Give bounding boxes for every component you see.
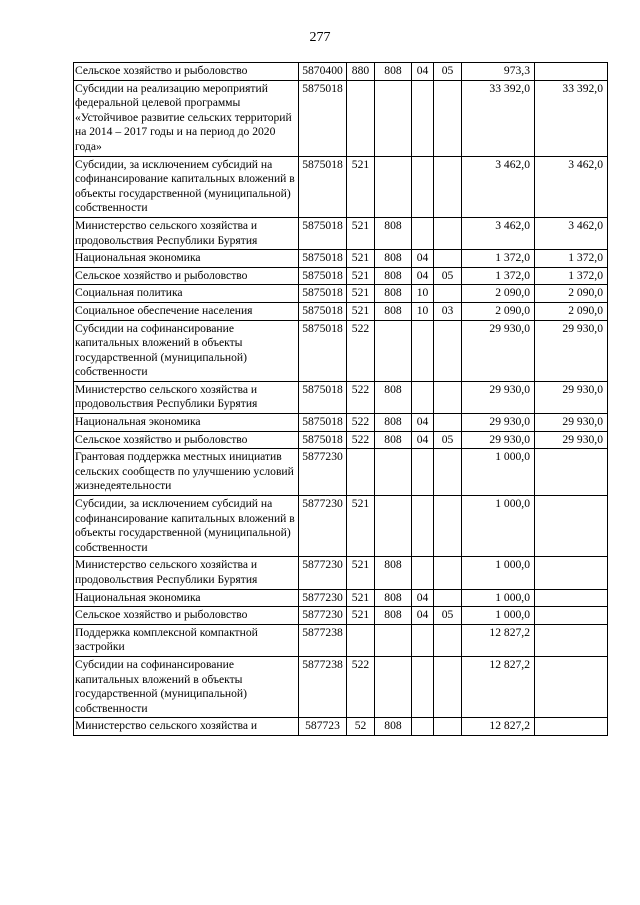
row-amount-1: 1 000,0 xyxy=(462,449,535,496)
row-ministry-code: 808 xyxy=(375,217,412,249)
row-section xyxy=(412,320,434,381)
row-name: Национальная экономика xyxy=(74,589,299,607)
row-target-code: 5875018 xyxy=(299,285,347,303)
row-subsection xyxy=(434,656,462,717)
row-ministry-code xyxy=(375,156,412,217)
table-row xyxy=(74,656,608,717)
row-ministry-code xyxy=(375,80,412,156)
row-target-code: 5875018 xyxy=(299,414,347,432)
row-subsection xyxy=(434,320,462,381)
row-subsection xyxy=(434,718,462,736)
table-row xyxy=(74,63,608,81)
row-section xyxy=(412,156,434,217)
row-ministry-code xyxy=(375,624,412,656)
row-name: Национальная экономика xyxy=(74,250,299,268)
row-section xyxy=(412,381,434,413)
row-ministry-code: 808 xyxy=(375,557,412,589)
row-name: Сельское хозяйство и рыболовство xyxy=(74,267,299,285)
table-row xyxy=(74,320,608,381)
row-section xyxy=(412,449,434,496)
row-subsection: 03 xyxy=(434,302,462,320)
row-target-code: 5877230 xyxy=(299,449,347,496)
row-ministry-code: 808 xyxy=(375,285,412,303)
row-name: Министерство сельского хозяйства и продовольствия Республики Бурятия xyxy=(74,557,299,589)
row-expense-type: 521 xyxy=(347,267,375,285)
row-amount-2 xyxy=(535,607,608,625)
row-expense-type: 521 xyxy=(347,302,375,320)
row-expense-type: 52 xyxy=(347,718,375,736)
row-name: Сельское хозяйство и рыболовство xyxy=(74,431,299,449)
row-expense-type: 522 xyxy=(347,656,375,717)
row-subsection xyxy=(434,624,462,656)
row-section: 04 xyxy=(412,431,434,449)
row-expense-type: 521 xyxy=(347,285,375,303)
row-expense-type: 521 xyxy=(347,250,375,268)
row-expense-type xyxy=(347,80,375,156)
row-target-code: 5875018 xyxy=(299,267,347,285)
row-amount-2 xyxy=(535,557,608,589)
row-amount-1: 33 392,0 xyxy=(462,80,535,156)
table-row xyxy=(74,718,608,736)
row-subsection xyxy=(434,156,462,217)
row-name: Министерство сельского хозяйства и продовольствия Республики Бурятия xyxy=(74,217,299,249)
row-expense-type: 522 xyxy=(347,414,375,432)
row-target-code: 5877238 xyxy=(299,624,347,656)
row-ministry-code xyxy=(375,320,412,381)
row-section: 04 xyxy=(412,267,434,285)
row-target-code: 5877230 xyxy=(299,496,347,557)
row-ministry-code: 808 xyxy=(375,250,412,268)
row-subsection xyxy=(434,589,462,607)
row-amount-2: 33 392,0 xyxy=(535,80,608,156)
row-ministry-code: 808 xyxy=(375,589,412,607)
row-amount-2: 3 462,0 xyxy=(535,156,608,217)
table-row xyxy=(74,250,608,268)
row-amount-1: 1 000,0 xyxy=(462,496,535,557)
row-target-code: 5875018 xyxy=(299,431,347,449)
row-subsection xyxy=(434,285,462,303)
row-name: Субсидии, за исключением субсидий на софинансирование капитальных вложений в объекты государственной (муниципальной) собственности xyxy=(74,496,299,557)
row-amount-1: 1 000,0 xyxy=(462,557,535,589)
row-amount-2 xyxy=(535,63,608,81)
row-amount-2: 29 930,0 xyxy=(535,431,608,449)
row-amount-1: 1 372,0 xyxy=(462,267,535,285)
row-ministry-code xyxy=(375,449,412,496)
row-amount-2 xyxy=(535,449,608,496)
row-ministry-code: 808 xyxy=(375,302,412,320)
row-amount-1: 973,3 xyxy=(462,63,535,81)
row-expense-type: 880 xyxy=(347,63,375,81)
row-subsection xyxy=(434,496,462,557)
row-amount-2 xyxy=(535,589,608,607)
row-amount-2 xyxy=(535,656,608,717)
row-amount-1: 1 372,0 xyxy=(462,250,535,268)
table-row xyxy=(74,302,608,320)
row-amount-1: 3 462,0 xyxy=(462,217,535,249)
row-amount-2 xyxy=(535,718,608,736)
row-target-code: 5875018 xyxy=(299,156,347,217)
budget-table xyxy=(73,62,608,736)
table-row xyxy=(74,156,608,217)
row-section xyxy=(412,557,434,589)
row-section: 10 xyxy=(412,302,434,320)
table-row xyxy=(74,285,608,303)
row-amount-2: 2 090,0 xyxy=(535,285,608,303)
row-name: Субсидии на реализацию мероприятий федеральной целевой программы «Устойчивое развитие сельских территорий на 2014 – 2017 годы и на период до 2020 года» xyxy=(74,80,299,156)
row-target-code: 5877230 xyxy=(299,607,347,625)
row-expense-type: 522 xyxy=(347,320,375,381)
row-name: Субсидии на софинансирование капитальных вложений в объекты государственной (муниципальной) собственности xyxy=(74,320,299,381)
row-subsection xyxy=(434,381,462,413)
row-amount-2: 29 930,0 xyxy=(535,320,608,381)
row-amount-2: 1 372,0 xyxy=(535,250,608,268)
row-ministry-code xyxy=(375,496,412,557)
row-amount-1: 12 827,2 xyxy=(462,656,535,717)
row-name: Министерство сельского хозяйства и xyxy=(74,718,299,736)
table-row xyxy=(74,381,608,413)
row-target-code: 5877230 xyxy=(299,557,347,589)
row-amount-2: 2 090,0 xyxy=(535,302,608,320)
row-name: Социальное обеспечение населения xyxy=(74,302,299,320)
row-ministry-code: 808 xyxy=(375,267,412,285)
row-expense-type: 522 xyxy=(347,431,375,449)
row-subsection xyxy=(434,449,462,496)
table-row xyxy=(74,496,608,557)
row-section xyxy=(412,80,434,156)
row-name: Субсидии, за исключением субсидий на софинансирование капитальных вложений в объекты государственной (муниципальной) собственности xyxy=(74,156,299,217)
row-name: Поддержка комплексной компактной застройки xyxy=(74,624,299,656)
row-amount-2: 29 930,0 xyxy=(535,414,608,432)
row-subsection xyxy=(434,80,462,156)
row-subsection: 05 xyxy=(434,267,462,285)
row-target-code: 5875018 xyxy=(299,250,347,268)
row-subsection xyxy=(434,217,462,249)
row-amount-1: 29 930,0 xyxy=(462,320,535,381)
row-name: Субсидии на софинансирование капитальных вложений в объекты государственной (муниципальной) собственности xyxy=(74,656,299,717)
row-expense-type: 521 xyxy=(347,496,375,557)
table-row xyxy=(74,414,608,432)
row-target-code: 5875018 xyxy=(299,217,347,249)
row-name: Сельское хозяйство и рыболовство xyxy=(74,607,299,625)
row-amount-1: 2 090,0 xyxy=(462,302,535,320)
row-subsection xyxy=(434,414,462,432)
table-row xyxy=(74,431,608,449)
row-amount-2 xyxy=(535,624,608,656)
row-amount-1: 2 090,0 xyxy=(462,285,535,303)
table-row xyxy=(74,217,608,249)
row-ministry-code: 808 xyxy=(375,431,412,449)
page-number: 277 xyxy=(309,30,331,45)
row-amount-1: 1 000,0 xyxy=(462,607,535,625)
row-target-code: 587723 xyxy=(299,718,347,736)
table-row xyxy=(74,589,608,607)
budget-table-body xyxy=(74,63,608,736)
row-amount-1: 29 930,0 xyxy=(462,431,535,449)
row-section xyxy=(412,217,434,249)
table-row xyxy=(74,607,608,625)
row-target-code: 5875018 xyxy=(299,381,347,413)
row-target-code: 5875018 xyxy=(299,302,347,320)
row-subsection xyxy=(434,250,462,268)
row-ministry-code: 808 xyxy=(375,414,412,432)
row-expense-type: 522 xyxy=(347,381,375,413)
row-section: 04 xyxy=(412,607,434,625)
row-expense-type: 521 xyxy=(347,557,375,589)
row-expense-type xyxy=(347,449,375,496)
row-section: 10 xyxy=(412,285,434,303)
row-ministry-code: 808 xyxy=(375,63,412,81)
row-expense-type: 521 xyxy=(347,607,375,625)
row-section xyxy=(412,718,434,736)
row-subsection xyxy=(434,557,462,589)
row-subsection: 05 xyxy=(434,63,462,81)
table-row xyxy=(74,267,608,285)
row-target-code: 5875018 xyxy=(299,320,347,381)
row-amount-2: 29 930,0 xyxy=(535,381,608,413)
row-amount-1: 12 827,2 xyxy=(462,718,535,736)
row-target-code: 5870400 xyxy=(299,63,347,81)
row-name: Грантовая поддержка местных инициатив сельских сообществ по улучшению условий жизнедеятельности xyxy=(74,449,299,496)
row-ministry-code: 808 xyxy=(375,381,412,413)
row-amount-2: 3 462,0 xyxy=(535,217,608,249)
row-section xyxy=(412,496,434,557)
row-target-code: 5877238 xyxy=(299,656,347,717)
row-amount-1: 29 930,0 xyxy=(462,414,535,432)
row-section: 04 xyxy=(412,63,434,81)
row-name: Министерство сельского хозяйства и продовольствия Республики Бурятия xyxy=(74,381,299,413)
row-section: 04 xyxy=(412,250,434,268)
row-expense-type: 521 xyxy=(347,589,375,607)
table-row xyxy=(74,80,608,156)
row-section: 04 xyxy=(412,414,434,432)
row-target-code: 5877230 xyxy=(299,589,347,607)
row-ministry-code: 808 xyxy=(375,607,412,625)
table-row xyxy=(74,557,608,589)
row-expense-type: 521 xyxy=(347,156,375,217)
row-subsection: 05 xyxy=(434,607,462,625)
row-expense-type: 521 xyxy=(347,217,375,249)
row-section: 04 xyxy=(412,589,434,607)
row-amount-1: 1 000,0 xyxy=(462,589,535,607)
row-ministry-code: 808 xyxy=(375,718,412,736)
row-amount-1: 12 827,2 xyxy=(462,624,535,656)
row-amount-2 xyxy=(535,496,608,557)
table-row xyxy=(74,449,608,496)
row-amount-1: 3 462,0 xyxy=(462,156,535,217)
row-amount-1: 29 930,0 xyxy=(462,381,535,413)
row-amount-2: 1 372,0 xyxy=(535,267,608,285)
row-target-code: 5875018 xyxy=(299,80,347,156)
row-name: Национальная экономика xyxy=(74,414,299,432)
row-name: Социальная политика xyxy=(74,285,299,303)
row-subsection: 05 xyxy=(434,431,462,449)
row-ministry-code xyxy=(375,656,412,717)
row-expense-type xyxy=(347,624,375,656)
row-section xyxy=(412,656,434,717)
row-name: Сельское хозяйство и рыболовство xyxy=(74,63,299,81)
row-section xyxy=(412,624,434,656)
table-row xyxy=(74,624,608,656)
